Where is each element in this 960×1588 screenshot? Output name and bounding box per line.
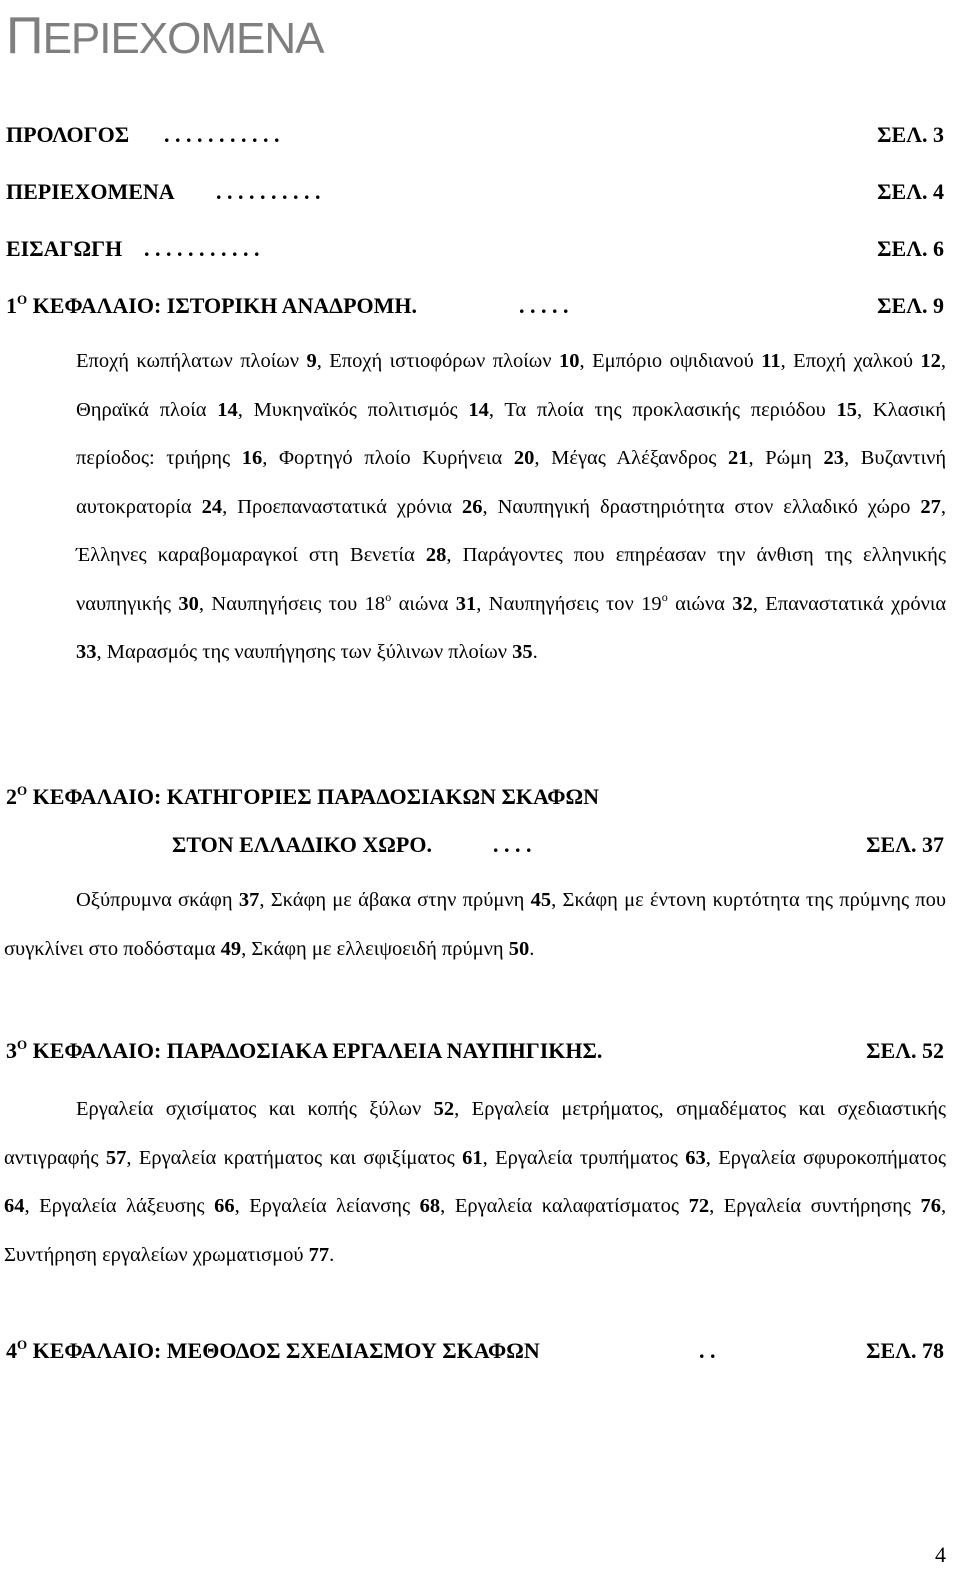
chapter-title: ΚΕΦΑΛΑΙΟ: ΜΕΘΟΔΟΣ ΣΧΕΔΙΑΣΜΟΥ ΣΚΑΦΩΝ — [32, 1338, 540, 1363]
chapter-number: 2 — [6, 784, 17, 809]
toc-entry-title: ΕΙΣΑΓΩΓΗ — [6, 236, 123, 261]
toc-page-ref: ΣΕΛ. 6 — [877, 236, 944, 261]
ordinal-superscript: Ο — [17, 1037, 28, 1052]
page-title-rest: ΕΡΙΕΧΟΜΕΝΑ — [42, 14, 324, 63]
chapter-number: 4 — [6, 1338, 17, 1363]
toc-entry-chapter-1[interactable] — [6, 289, 944, 323]
ordinal-superscript: Ο — [17, 783, 28, 798]
toc-page-ref: ΣΕΛ. 3 — [877, 122, 944, 147]
toc-entry-chapter-4[interactable] — [6, 1334, 944, 1368]
chapter-title: ΚΕΦΑΛΑΙΟ: ΠΑΡΑΔΟΣΙΑΚΑ ΕΡΓΑΛΕΙΑ ΝΑΥΠΗΓΙΚΗΣ. — [32, 1038, 603, 1063]
toc-entry-chapter-2[interactable] — [6, 780, 944, 814]
page-title — [6, 6, 324, 69]
toc-leader-dots: . . . . . . . . . . . — [144, 236, 260, 261]
chapter-title: ΚΕΦΑΛΑΙΟ: ΚΑΤΗΓΟΡΙΕΣ ΠΑΡΑΔΟΣΙΑΚΩΝ ΣΚΑΦΩΝ — [32, 784, 600, 809]
toc-page-ref: ΣΕΛ. 9 — [877, 293, 944, 318]
toc-page-ref: ΣΕΛ. 37 — [866, 832, 944, 857]
toc-entry-title — [6, 1334, 540, 1368]
toc-leader-dots: . . . . — [493, 832, 532, 857]
ordinal-superscript: Ο — [17, 1337, 28, 1352]
toc-entry-title — [6, 289, 417, 323]
chapter-title-line-2: ΣΤΟΝ ΕΛΛΑΔΙΚΟ ΧΩΡΟ. — [172, 832, 432, 857]
chapter-number: 3 — [6, 1038, 17, 1063]
toc-entry-prologue[interactable] — [6, 118, 944, 152]
toc-leader-dots: . . . . . . . . . . — [216, 179, 321, 204]
toc-entry-title: ΠΡΟΛΟΓΟΣ — [6, 122, 130, 147]
toc-entry-introduction[interactable] — [6, 232, 944, 266]
chapter-title: ΚΕΦΑΛΑΙΟ: ΙΣΤΟΡΙΚΗ ΑΝΑΔΡΟΜΗ. — [32, 293, 418, 318]
toc-leader-dots: . . . . . . . . . . . — [164, 122, 280, 147]
toc-page-ref: ΣΕΛ. 52 — [866, 1038, 944, 1063]
toc-entry-chapter-3[interactable] — [6, 1034, 944, 1068]
chapter-2-sections: Οξύπρυμνα σκάφη 37, Σκάφη με άβακα στην πρύμνη 45, Σκάφη με έντονη κυρτότητα της πρύμνης που συγκλίνει στο ποδόσταμα 49, Σκάφη με ελλειψοειδή πρύμνη 50. — [4, 889, 947, 960]
toc-entry-title — [6, 780, 599, 814]
toc-leader-dots: . . — [699, 1338, 716, 1363]
ordinal-superscript: Ο — [17, 292, 28, 307]
toc-entry-chapter-2-continued[interactable] — [6, 828, 944, 862]
chapter-number: 1 — [6, 293, 17, 318]
chapter-1-sections: Εποχή κωπήλατων πλοίων 9, Εποχή ιστιοφόρων πλοίων 10, Εμπόριο οψιδιανού 11, Εποχή χαλκού 12, Θηραϊκά πλοία 14, Μυκηναϊκός πολιτισμός 14, Τα πλοία της προκλασικής περιόδου 15, Κλασική περίοδος: τριήρης 16, Φορτηγό πλοίο Κυρήνεια 20, Μέγας Αλέξανδρος 21, Ρώμη 23, Βυζαντινή αυτοκρατορία 24, Προεπαναστατικά χρόνια 26, Ναυπηγική δραστηριότητα στον ελλαδικό χώρο 27, Έλληνες καραβομαραγκοί στη Βενετία 28, Παράγοντες που επηρέασαν την άνθιση της ελληνικής ναυπηγικής 30, Ναυπηγήσεις του $18^o$ αιώνα 31, Ναυπηγήσεις τον $19^o$ αιώνα 32, Επαναστατικά χρόνια 33, Μαρασμός της ναυπήγησης των ξύλινων πλοίων 35. — [76, 350, 947, 663]
toc-entry-contents[interactable] — [6, 175, 944, 209]
toc-entry-title: ΠΕΡΙΕΧΟΜΕΝΑ — [6, 179, 175, 204]
chapter-3-sections: Εργαλεία σχισίματος και κοπής ξύλων 52, Εργαλεία μετρήματος, σημαδέματος και σχεδιαστικής αντιγραφής 57, Εργαλεία κρατήματος και σφιξίματος 61, Εργαλεία τρυπήματος 63, Εργαλεία σφυροκοπήματος 64, Εργαλεία λάξευσης 66, Εργαλεία λείανσης 68, Εργαλεία καλαφατίσματος 72, Εργαλεία συντήρησης 76, Συντήρηση εργαλείων χρωματισμού 77. — [4, 1098, 947, 1266]
toc-entry-title — [6, 1034, 602, 1068]
page-number: 4 — [935, 1542, 946, 1567]
toc-page-ref: ΣΕΛ. 4 — [877, 179, 944, 204]
toc-page-ref: ΣΕΛ. 78 — [866, 1338, 944, 1363]
page-title-initial: Π — [6, 7, 43, 65]
toc-leader-dots: . . . . . — [519, 293, 569, 318]
